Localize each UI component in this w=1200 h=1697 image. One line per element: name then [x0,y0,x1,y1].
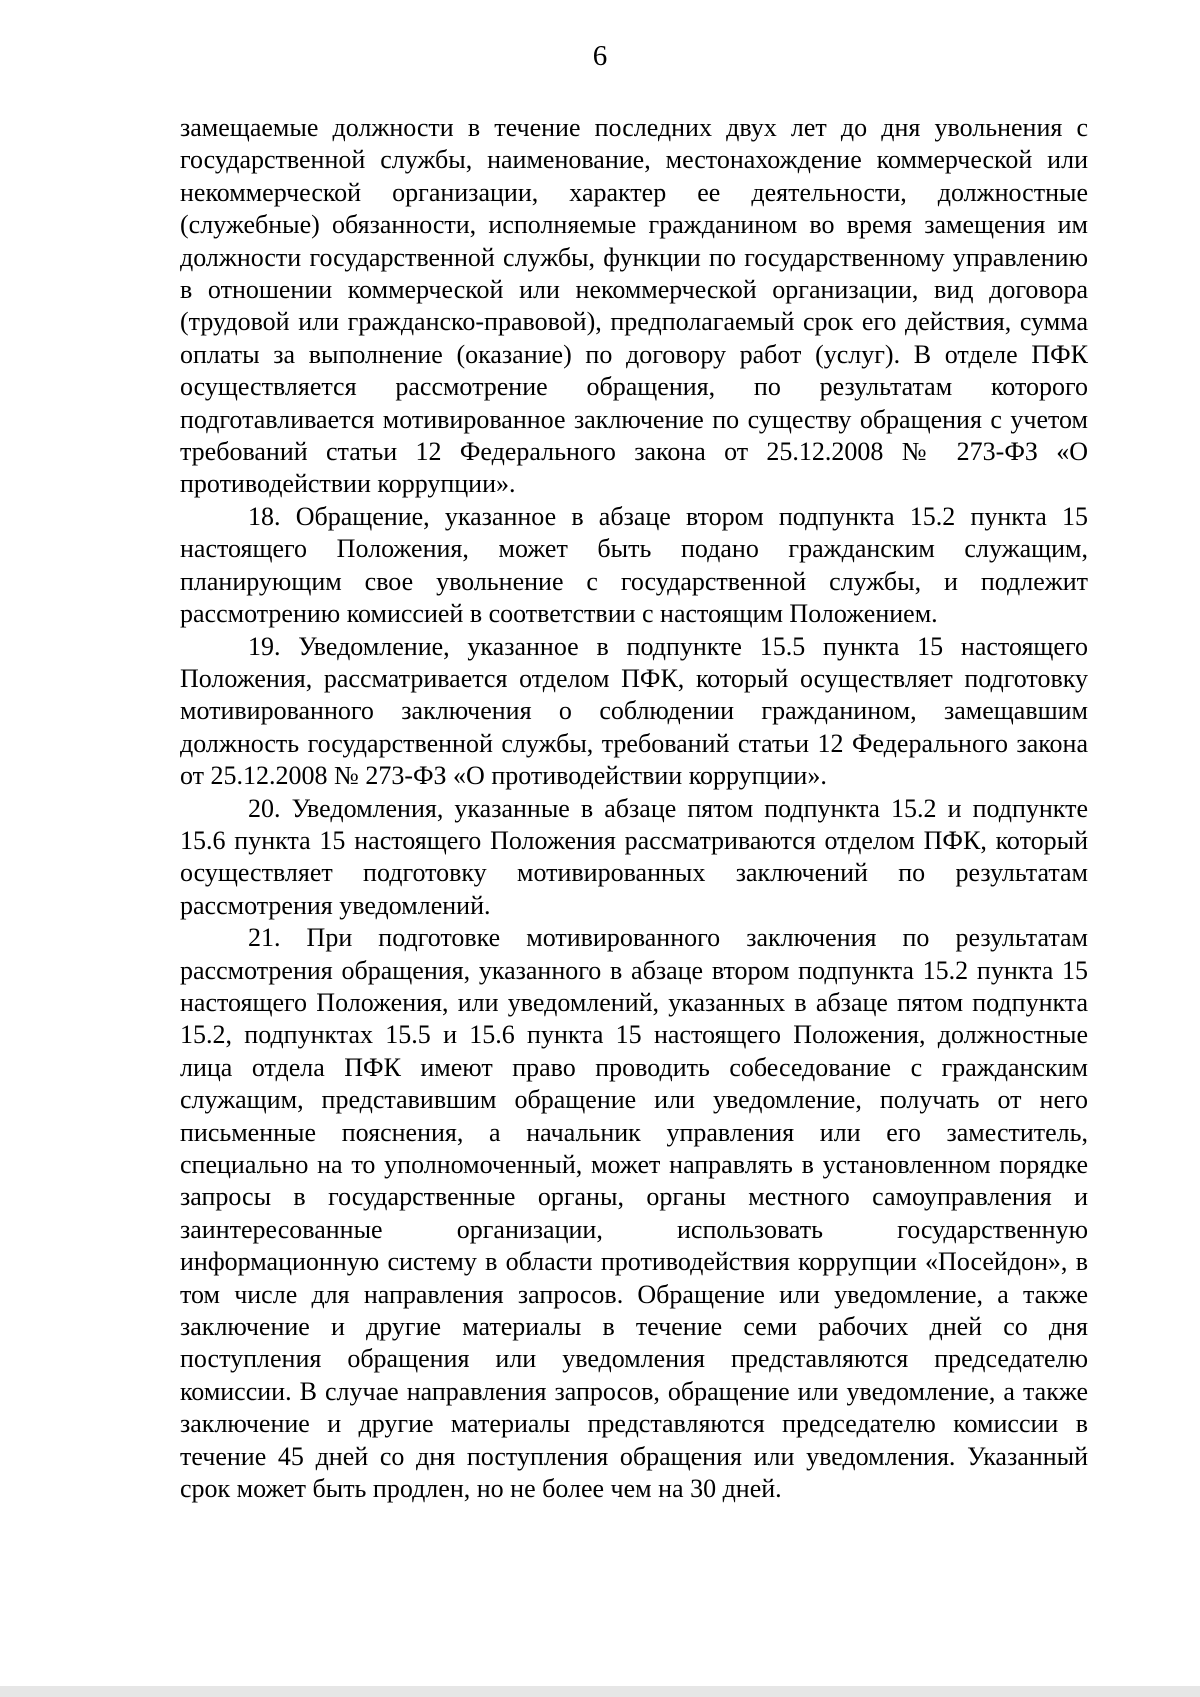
page-number: 6 [592,40,608,72]
paragraph-continuation: замещаемые должности в течение последних двух лет до дня увольнения с государственной службы, наименование, местонахождение коммерческой или некоммерческой организации, характер ее деятельности, должностные (служебные) обязанности, исполняемые гражданином во время замещения им должности государственной службы, функции по государственному управлению в отношении коммерческой или некоммерческой организации, вид договора (трудовой или гражданско-правовой), предполагаемый срок его действия, сумма оплаты за выполнение (оказание) по договору работ (услуг). В отделе ПФК осуществляется рассмотрение обращения, по результатам которого подготавливается мотивированное заключение по существу обращения с учетом требований статьи 12 Федерального закона от 25.12.2008 № 273-ФЗ «О противодействии коррупции». [180,113,1088,499]
paragraph-20: 20. Уведомления, указанные в абзаце пятом подпункта 15.2 и подпункте 15.6 пункта 15 настоящего Положения рассматриваются отделом ПФК, который осуществляет подготовку мотивированных заключений по результатам рассмотрения уведомлений. [180,793,1088,920]
paragraph-19: 19. Уведомление, указанное в подпункте 15.5 пункта 15 настоящего Положения, рассматривается отделом ПФК, который осуществляет подготовку мотивированного заключения о соблюдении гражданином, замещавшим должность государственной службы, требований статьи 12 Федерального закона от 25.12.2008 № 273-ФЗ «О противодействии коррупции». [180,631,1088,791]
document-body [180,112,1088,1505]
paragraph-21: 21. При подготовке мотивированного заключения по результатам рассмотрения обращения, указанного в абзаце втором подпункта 15.2 пункта 15 настоящего Положения, или уведомлений, указанных в абзаце пятом подпункта 15.2, подпунктах 15.5 и 15.6 пункта 15 настоящего Положения, должностные лица отдела ПФК имеют право проводить собеседование с гражданским служащим, представившим обращение или уведомление, получать от него письменные пояснения, а начальник управления или его заместитель, специально на то уполномоченный, может направлять в установленном порядке запросы в государственные органы, органы местного самоуправления и заинтересованные организации, использовать государственную информационную систему в области противодействия коррупции «Посейдон», в том числе для направления запросов. Обращение или уведомление, а также заключение и другие материалы в течение семи рабочих дней со дня поступления обращения или уведомления представляются председателю комиссии. В случае направления запросов, обращение или уведомление, а также заключение и другие материалы представляются председателю комиссии в течение 45 дней со дня поступления обращения или уведомления. Указанный срок может быть продлен, но не более чем на 30 дней. [180,923,1088,1504]
scan-bottom-edge [0,1686,1200,1697]
paragraph-18: 18. Обращение, указанное в абзаце втором подпункта 15.2 пункта 15 настоящего Положения, может быть подано гражданским служащим, планирующим свое увольнение с государственной службы, и подлежит рассмотрению комиссией в соответствии с настоящим Положением. [180,501,1088,629]
